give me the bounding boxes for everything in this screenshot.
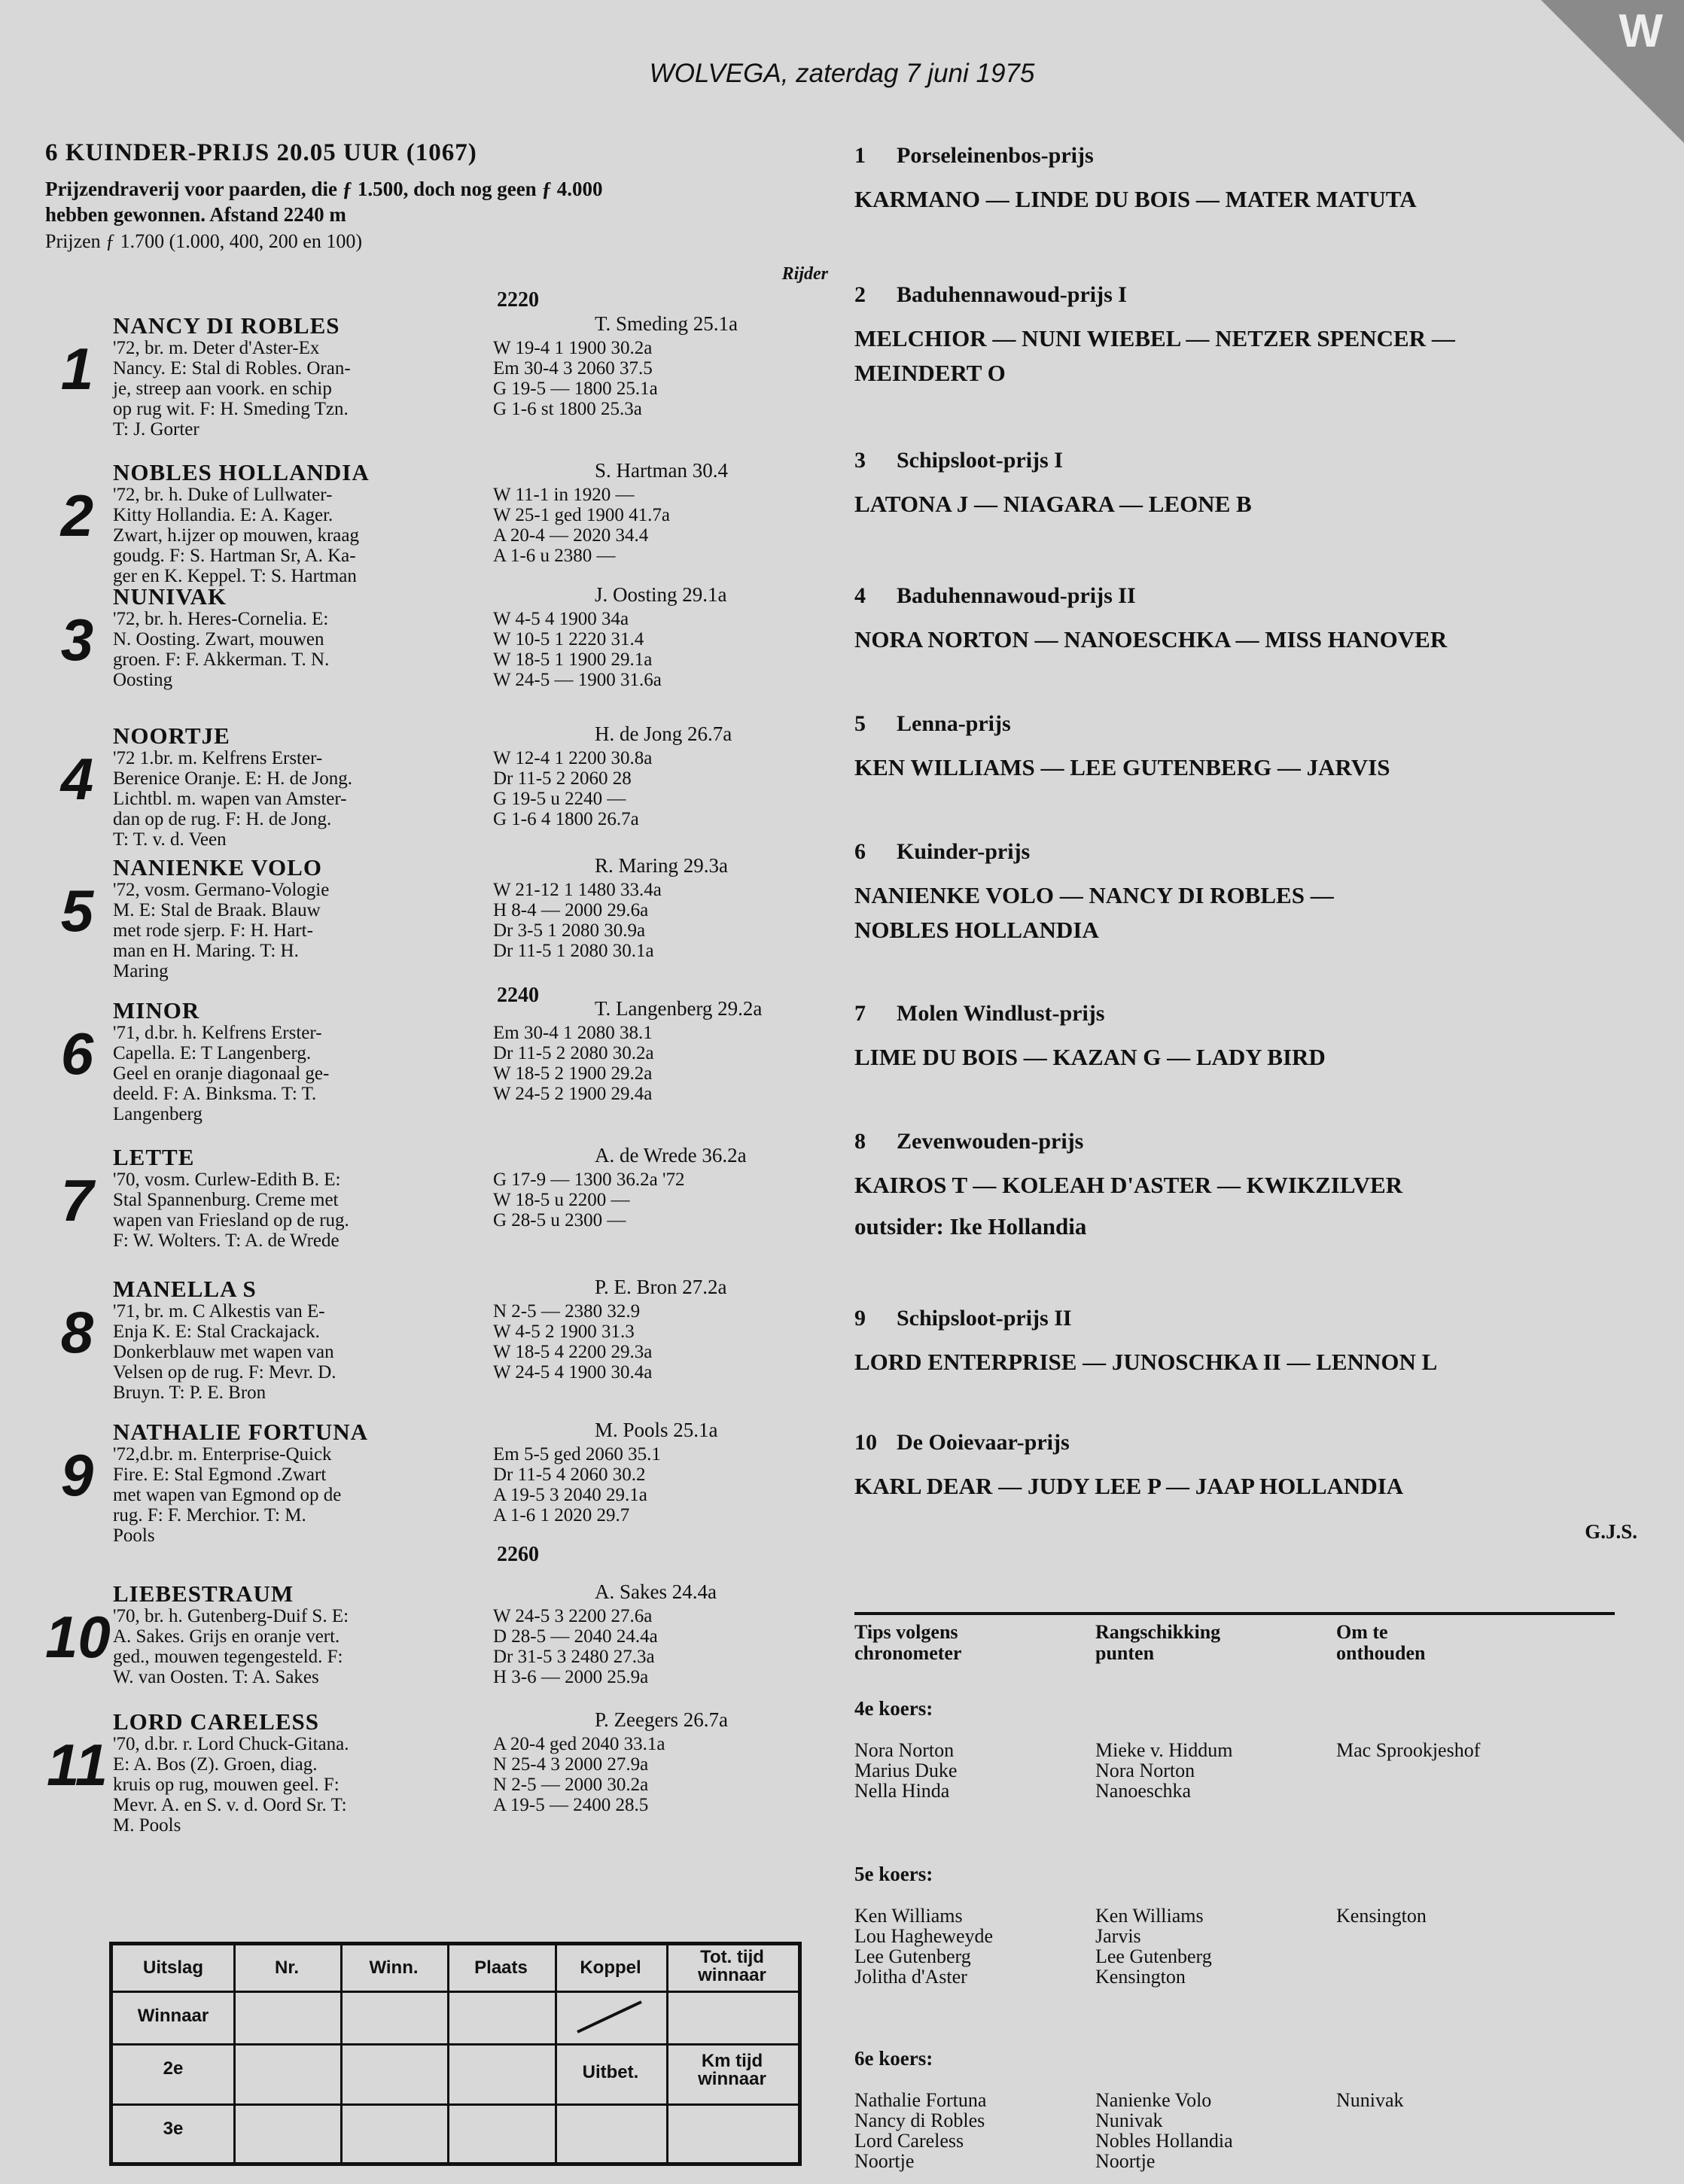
description-line: met wapen van Egmond op de — [113, 1485, 342, 1505]
koers-column — [1095, 1906, 1212, 1987]
description-line: ger en K. Keppel. T: S. Hartman — [113, 566, 357, 586]
performance-line: W 12-4 1 2200 30.8a — [493, 748, 653, 768]
description-line: goudg. F: S. Hartman Sr, A. Ka- — [113, 546, 356, 566]
description-line: Zwart, h.ijzer op mouwen, kraag — [113, 525, 359, 546]
koers-entry: Nancy di Robles — [854, 2109, 985, 2131]
horse-name: NANIENKE VOLO — [113, 854, 322, 881]
tip-race-name: Lenna-prijs — [897, 711, 1011, 736]
result-table — [109, 1942, 802, 2166]
performance-line: W 18-5 4 2200 29.3a — [493, 1342, 653, 1362]
horse-name: LETTE — [113, 1144, 195, 1170]
horse-performances — [493, 880, 869, 961]
tip-entry — [854, 583, 1637, 657]
tip-horse-line: LORD ENTERPRISE — JUNOSCHKA II — LENNON L — [854, 1349, 1438, 1375]
horse-name: NATHALIE FORTUNA — [113, 1419, 369, 1445]
description-line: Enja K. E: Stal Crackajack. — [113, 1322, 320, 1342]
description-line: Fire. E: Stal Egmond .Zwart — [113, 1465, 327, 1485]
performance-line: Em 5-5 ged 2060 35.1 — [493, 1444, 661, 1465]
description-line: Capella. E: T Langenberg. — [113, 1043, 312, 1063]
description-line: '70, br. h. Gutenberg-Duif S. E: — [113, 1606, 349, 1626]
description-line: deeld. F: A. Binksma. T: T. — [113, 1084, 317, 1104]
description-line: Bruyn. T: P. E. Bron — [113, 1382, 266, 1403]
chrono-header-line: Rangschikking — [1095, 1621, 1221, 1643]
performance-line: Em 30-4 1 2080 38.1 — [493, 1023, 653, 1043]
tip-race-name: De Ooievaar-prijs — [897, 1430, 1070, 1455]
horse-name: NUNIVAK — [113, 583, 227, 610]
horse-description — [113, 338, 497, 440]
tip-entry — [854, 282, 1637, 391]
horse-performances — [493, 609, 869, 690]
chrono-header-line: chronometer — [854, 1642, 962, 1664]
tip-horse-line: KAIROS T — KOLEAH D'ASTER — KWIKZILVER — [854, 1172, 1403, 1198]
performance-line: W 18-5 u 2200 — — [493, 1190, 630, 1210]
distance-label: 2240 — [497, 984, 539, 1007]
koers-entry: Noortje — [854, 2150, 915, 2172]
horse-number: 6 — [60, 1021, 94, 1087]
table-row-line — [113, 2043, 798, 2046]
description-line: Mevr. A. en S. v. d. Oord Sr. T: — [113, 1795, 347, 1815]
horse-description — [113, 1606, 497, 1687]
table-row-label: 3e — [163, 2119, 184, 2139]
horse-number: 4 — [60, 746, 94, 812]
koers-column — [854, 1906, 993, 1987]
performance-line: A 19-5 — 2400 28.5 — [493, 1795, 649, 1815]
tip-race-name: Schipsloot-prijs II — [897, 1306, 1072, 1331]
koers-column — [1095, 2090, 1233, 2171]
performance-line: G 17-9 — 1300 36.2a '72 — [493, 1170, 685, 1190]
koers-entry: Nora Norton — [854, 1739, 955, 1761]
description-line: M. Pools — [113, 1815, 181, 1836]
chrono-header-line: punten — [1095, 1642, 1155, 1664]
performance-line: W 18-5 1 1900 29.1a — [493, 649, 653, 670]
performance-line: G 19-5 u 2240 — — [493, 789, 626, 809]
performance-line: A 19-5 3 2040 29.1a — [493, 1485, 647, 1505]
koers-entry: Nobles Hollandia — [1095, 2130, 1233, 2152]
koers-entry: Lou Hagheweyde — [854, 1925, 994, 1947]
horse-rider: T. Langenberg 29.2a — [595, 997, 763, 1020]
tip-horses — [854, 182, 1637, 217]
horse-performances — [493, 338, 869, 419]
horse-name: NOBLES HOLLANDIA — [113, 459, 370, 485]
description-line: E: A. Bos (Z). Groen, diag. — [113, 1754, 318, 1775]
tip-title — [854, 711, 1637, 737]
tip-race-name: Zevenwouden-prijs — [897, 1129, 1084, 1154]
horse-performances — [493, 1170, 869, 1230]
koers-column — [854, 1740, 957, 1801]
horse-name: MANELLA S — [113, 1276, 257, 1302]
horse-description — [113, 1734, 497, 1836]
tip-number: 1 — [854, 143, 866, 168]
horse-name: NOORTJE — [113, 722, 230, 749]
race-title: 6 KUINDER-PRIJS 20.05 UUR (1067) — [45, 139, 477, 166]
tip-title — [854, 1001, 1637, 1027]
performance-line: W 4-5 4 1900 34a — [493, 609, 629, 629]
tip-entry — [854, 1430, 1637, 1504]
tip-entry — [854, 448, 1637, 522]
performance-line: W 10-5 1 2220 31.4 — [493, 629, 644, 649]
koers-entry: Lee Gutenberg — [1095, 1945, 1212, 1967]
tip-title — [854, 143, 1637, 169]
uitbet-label: Uitbet. — [582, 2062, 639, 2082]
tip-number: 3 — [854, 448, 866, 473]
chrono-header-line: Tips volgens — [854, 1621, 958, 1643]
description-line: wapen van Friesland op de rug. — [113, 1210, 349, 1230]
tip-horse-line: LIME DU BOIS — KAZAN G — LADY BIRD — [854, 1044, 1326, 1070]
description-line: F: W. Wolters. T: A. de Wrede — [113, 1230, 340, 1251]
horse-performances — [493, 1301, 869, 1382]
description-line: T: T. v. d. Veen — [113, 829, 227, 850]
tip-entry — [854, 143, 1637, 217]
tip-number: 5 — [854, 711, 866, 736]
tip-horse-line: KEN WILLIAMS — LEE GUTENBERG — JARVIS — [854, 754, 1390, 780]
horse-name: LIEBESTRAUM — [113, 1580, 294, 1607]
horse-performances — [493, 485, 869, 566]
description-line: Donkerblauw met wapen van — [113, 1342, 334, 1362]
rijder-label: Rijder — [781, 264, 828, 284]
description-line: Berenice Oranje. E: H. de Jong. — [113, 768, 352, 789]
race-prizes: Prijzen ƒ 1.700 (1.000, 400, 200 en 100) — [45, 230, 363, 252]
description-line: Stal Spannenburg. Creme met — [113, 1190, 339, 1210]
horse-rider: P. Zeegers 26.7a — [595, 1708, 728, 1731]
performance-line: A 20-4 ged 2040 33.1a — [493, 1734, 665, 1754]
description-line: A. Sakes. Grijs en oranje vert. — [113, 1626, 340, 1647]
tip-horse-line: KARL DEAR — JUDY LEE P — JAAP HOLLANDIA — [854, 1473, 1404, 1499]
horse-number: 10 — [45, 1604, 111, 1670]
horse-rider: S. Hartman 30.4 — [595, 459, 728, 482]
tip-entry — [854, 711, 1637, 785]
performance-line: G 28-5 u 2300 — — [493, 1210, 626, 1230]
horse-description — [113, 1301, 497, 1403]
koers-entry: Lord Careless — [854, 2130, 964, 2152]
race-program — [45, 139, 828, 1836]
horse-description — [113, 1444, 497, 1546]
tip-entry — [854, 1129, 1637, 1240]
performance-line: W 24-5 — 1900 31.6a — [493, 670, 662, 690]
tip-title — [854, 1430, 1637, 1455]
koers-label: 6e koers: — [854, 2047, 933, 2070]
description-line: '72,d.br. m. Enterprise-Quick — [113, 1444, 332, 1465]
description-line: dan op de rug. F: H. de Jong. — [113, 809, 332, 829]
tip-number: 4 — [854, 583, 866, 608]
horse-rider: A. Sakes 24.4a — [595, 1580, 717, 1603]
koers-entry: Nella Hinda — [854, 1780, 950, 1802]
horse-rider: M. Pools 25.1a — [595, 1419, 718, 1441]
horse-performances — [493, 1734, 869, 1815]
description-line: kruis op rug, mouwen geel. F: — [113, 1775, 340, 1795]
koers-entry: Noortje — [1095, 2150, 1156, 2172]
tip-horses — [854, 878, 1637, 948]
horse-name: LORD CARELESS — [113, 1708, 319, 1735]
chrono-column-header — [1336, 1622, 1426, 1664]
koers-label: 4e koers: — [854, 1697, 933, 1720]
koers-entry: Jarvis — [1095, 1925, 1141, 1947]
koers-entry: Jolitha d'Aster — [854, 1966, 967, 1988]
horse-performances — [493, 748, 869, 829]
tip-title — [854, 1129, 1637, 1154]
performance-line: G 1-6 4 1800 26.7a — [493, 809, 639, 829]
table-row-line — [113, 1991, 798, 1993]
tip-horse-line: MELCHIOR — NUNI WIEBEL — NETZER SPENCER — — [854, 325, 1455, 351]
koers-entry: Mieke v. Hiddum — [1095, 1739, 1233, 1761]
horse-rider: R. Maring 29.3a — [595, 854, 728, 877]
horse-performances — [493, 1606, 869, 1687]
tip-entry — [854, 1001, 1637, 1075]
horse-name: NANCY DI ROBLES — [113, 312, 340, 339]
koers-column — [1336, 1906, 1427, 1926]
performance-line: A 1-6 u 2380 — — [493, 546, 616, 566]
tip-horses — [854, 1040, 1637, 1075]
tip-race-name: Porseleinenbos-prijs — [897, 143, 1094, 168]
description-line: Pools — [113, 1525, 155, 1546]
description-line: Kitty Hollandia. E: A. Kager. — [113, 505, 333, 525]
koppel-slash — [555, 1991, 666, 2043]
description-line: '72, vosm. Germano-Vologie — [113, 880, 330, 900]
horse-description — [113, 880, 497, 981]
tip-horses — [854, 622, 1637, 657]
horse-number: 1 — [60, 336, 94, 402]
tip-horse-line: NANIENKE VOLO — NANCY DI ROBLES — — [854, 882, 1334, 908]
table-header-cell: Winn. — [369, 1957, 419, 1978]
description-line: M. E: Stal de Braak. Blauw — [113, 900, 321, 920]
performance-line: Dr 11-5 2 2060 28 — [493, 768, 632, 789]
description-line: je, streep aan voork. en schip — [113, 379, 332, 399]
chrono-header-line: onthouden — [1336, 1642, 1426, 1664]
tip-entry — [854, 839, 1637, 948]
chrono-column-header — [1095, 1622, 1220, 1664]
tip-race-name: Baduhennawoud-prijs I — [897, 282, 1127, 307]
description-line: ged., mouwen tegengesteld. F: — [113, 1647, 343, 1667]
tip-race-name: Schipsloot-prijs I — [897, 448, 1063, 473]
koers-entry: Kensington — [1336, 1905, 1427, 1927]
performance-line: W 19-4 1 1900 30.2a — [493, 338, 653, 358]
tip-horse-line: LATONA J — NIAGARA — LEONE B — [854, 491, 1252, 517]
tip-entry — [854, 1306, 1637, 1379]
tip-race-name: Molen Windlust-prijs — [897, 1001, 1105, 1026]
description-line: '71, d.br. h. Kelfrens Erster- — [113, 1023, 322, 1043]
tip-number: 9 — [854, 1306, 866, 1331]
koers-column — [1336, 1740, 1480, 1760]
description-line: W. van Oosten. T: A. Sakes — [113, 1667, 319, 1687]
description-line: Nancy. E: Stal di Robles. Oran- — [113, 358, 351, 379]
koers-column — [1336, 2090, 1404, 2110]
tip-number: 2 — [854, 282, 866, 307]
tip-title — [854, 583, 1637, 609]
koers-entry: Kensington — [1095, 1966, 1186, 1988]
performance-line: W 24-5 3 2200 27.6a — [493, 1606, 653, 1626]
description-line: N. Oosting. Zwart, mouwen — [113, 629, 324, 649]
tip-horse-line: MEINDERT O — [854, 360, 1006, 386]
performance-line: Dr 11-5 4 2060 30.2 — [493, 1465, 646, 1485]
tip-number: 10 — [854, 1430, 877, 1455]
performance-line: Dr 11-5 2 2080 30.2a — [493, 1043, 654, 1063]
table-header-cell: Koppel — [580, 1957, 641, 1978]
horse-description — [113, 748, 497, 850]
performance-line: A 1-6 1 2020 29.7 — [493, 1505, 630, 1525]
performance-line: H 8-4 — 2000 29.6a — [493, 900, 649, 920]
koers-entry: Ken Williams — [854, 1905, 963, 1927]
description-line: '72, br. h. Heres-Cornelia. E: — [113, 609, 329, 629]
horse-rider: J. Oosting 29.1a — [595, 583, 727, 606]
horse-performances — [493, 1444, 869, 1525]
tip-title — [854, 448, 1637, 473]
horse-number: 8 — [60, 1299, 94, 1365]
corner-letter: W — [1619, 5, 1663, 57]
tip-horses — [854, 1469, 1637, 1504]
horse-performances — [493, 1023, 869, 1104]
performance-line: N 2-5 — 2000 30.2a — [493, 1775, 649, 1795]
performance-line: G 1-6 st 1800 25.3a — [493, 399, 642, 419]
km-tijd-label: Km tijd winnaar — [698, 2051, 766, 2089]
tip-outsider: outsider: Ike Hollandia — [854, 1213, 1087, 1240]
tip-horses — [854, 750, 1637, 785]
horse-rider: A. de Wrede 36.2a — [595, 1144, 747, 1167]
koers-entry: Lee Gutenberg — [854, 1945, 971, 1967]
performance-line: H 3-6 — 2000 25.9a — [493, 1667, 649, 1687]
tip-horse-line: NORA NORTON — NANOESCHKA — MISS HANOVER — [854, 626, 1448, 652]
description-line: Langenberg — [113, 1104, 203, 1124]
performance-line: W 25-1 ged 1900 41.7a — [493, 505, 670, 525]
table-row-label: 2e — [163, 2058, 184, 2079]
table-header-cell: Tot. tijd winnaar — [698, 1947, 766, 1985]
description-line: '70, vosm. Curlew-Edith B. E: — [113, 1170, 341, 1190]
description-line: Geel en oranje diagonaal ge- — [113, 1063, 330, 1084]
performance-line: W 11-1 in 1920 — — [493, 485, 635, 505]
description-line: op rug wit. F: H. Smeding Tzn. — [113, 399, 349, 419]
performance-line: N 2-5 — 2380 32.9 — [493, 1301, 641, 1322]
description-line: met rode sjerp. F: H. Hart- — [113, 920, 313, 941]
description-line: '70, d.br. r. Lord Chuck-Gitana. — [113, 1734, 349, 1754]
tip-race-name: Baduhennawoud-prijs II — [897, 583, 1136, 608]
koers-entry: Marius Duke — [854, 1760, 958, 1781]
tip-horse-line: KARMANO — LINDE DU BOIS — MATER MATUTA — [854, 186, 1417, 212]
performance-line: Em 30-4 3 2060 37.5 — [493, 358, 653, 379]
table-header-cell: Plaats — [474, 1957, 528, 1978]
description-line: Velsen op de rug. F: Mevr. D. — [113, 1362, 336, 1382]
koers-column — [1095, 1740, 1232, 1801]
description-line: Oosting — [113, 670, 173, 690]
performance-line: G 19-5 — 1800 25.1a — [493, 379, 658, 399]
horse-description — [113, 1170, 497, 1251]
horse-description — [113, 485, 497, 586]
race-intro-line: hebben gewonnen. Afstand 2240 m — [45, 203, 346, 226]
divider-rule — [854, 1612, 1615, 1615]
horse-description — [113, 609, 497, 690]
koers-entry: Mac Sprookjeshof — [1336, 1739, 1481, 1761]
description-line: rug. F: F. Merchior. T: M. — [113, 1505, 306, 1525]
koers-entry: Nanoeschka — [1095, 1780, 1192, 1802]
tip-title — [854, 839, 1637, 865]
description-line: T: J. Gorter — [113, 419, 199, 440]
description-line: man en H. Maring. T: H. — [113, 941, 299, 961]
performance-line: W 21-12 1 1480 33.4a — [493, 880, 662, 900]
koers-entry: Nora Norton — [1095, 1760, 1195, 1781]
performance-line: Dr 3-5 1 2080 30.9a — [493, 920, 646, 941]
distance-label: 2220 — [497, 288, 539, 312]
performance-line: W 4-5 2 1900 31.3 — [493, 1322, 635, 1342]
tip-number: 7 — [854, 1001, 866, 1026]
koers-entry: Nanienke Volo — [1095, 2089, 1212, 2111]
koers-entry: Nathalie Fortuna — [854, 2089, 987, 2111]
horse-rider: T. Smeding 25.1a — [595, 312, 738, 335]
page-header: WOLVEGA, zaterdag 7 juni 1975 — [649, 59, 1035, 88]
tip-title — [854, 282, 1637, 308]
table-row-label: Winnaar — [137, 2006, 209, 2026]
tip-horses — [854, 1345, 1637, 1379]
distance-label: 2260 — [497, 1543, 539, 1566]
tip-number: 8 — [854, 1129, 866, 1154]
table-row-line — [113, 2103, 798, 2106]
description-line: '72, br. m. Deter d'Aster-Ex — [113, 338, 320, 358]
tip-number: 6 — [854, 839, 866, 864]
description-line: '71, br. m. C Alkestis van E- — [113, 1301, 325, 1322]
description-line: Lichtbl. m. wapen van Amster- — [113, 789, 347, 809]
performance-line: W 24-5 2 1900 29.4a — [493, 1084, 653, 1104]
horse-name: MINOR — [113, 997, 200, 1024]
performance-line: Dr 31-5 3 2480 27.3a — [493, 1647, 655, 1667]
koers-column — [854, 2090, 986, 2171]
horse-description — [113, 1023, 497, 1124]
race-intro-line: Prijzendraverij voor paarden, die ƒ 1.500, doch nog geen ƒ 4.000 — [45, 178, 603, 200]
tip-race-name: Kuinder-prijs — [897, 839, 1031, 864]
description-line: '72 1.br. m. Kelfrens Erster- — [113, 748, 323, 768]
horse-number: 2 — [60, 482, 94, 549]
chrono-header-line: Om te — [1336, 1621, 1388, 1643]
description-line: Maring — [113, 961, 169, 981]
koers-entry: Ken Williams — [1095, 1905, 1204, 1927]
tip-horses — [854, 321, 1637, 391]
horse-rider: P. E. Bron 27.2a — [595, 1276, 727, 1298]
performance-line: D 28-5 — 2040 24.4a — [493, 1626, 658, 1647]
performance-line: A 20-4 — 2020 34.4 — [493, 525, 649, 546]
koers-entry: Nunivak — [1336, 2089, 1404, 2111]
horse-number: 5 — [60, 878, 94, 944]
description-line: groen. F: F. Akkerman. T. N. — [113, 649, 330, 670]
chrono-column-header — [854, 1622, 961, 1664]
performance-line: Dr 11-5 1 2080 30.1a — [493, 941, 654, 961]
horse-number: 11 — [47, 1732, 108, 1798]
tip-title — [854, 1306, 1637, 1331]
table-header-cell: Nr. — [274, 1957, 299, 1978]
performance-line: N 25-4 3 2000 27.9a — [493, 1754, 649, 1775]
koers-label: 5e koers: — [854, 1863, 933, 1885]
horse-rider: H. de Jong 26.7a — [595, 722, 732, 745]
performance-line: W 24-5 4 1900 30.4a — [493, 1362, 653, 1382]
horse-number: 7 — [60, 1167, 94, 1233]
koers-entry: Nunivak — [1095, 2109, 1163, 2131]
horse-number: 3 — [60, 607, 94, 673]
tip-horses — [854, 487, 1637, 522]
tip-horse-line: NOBLES HOLLANDIA — [854, 917, 1099, 943]
signature: G.J.S. — [1585, 1520, 1637, 1543]
tip-horses — [854, 1168, 1637, 1203]
performance-line: W 18-5 2 1900 29.2a — [493, 1063, 653, 1084]
description-line: '72, br. h. Duke of Lullwater- — [113, 485, 333, 505]
horse-number: 9 — [60, 1442, 94, 1508]
table-header-cell: Uitslag — [142, 1957, 203, 1978]
race-intro — [45, 176, 828, 227]
